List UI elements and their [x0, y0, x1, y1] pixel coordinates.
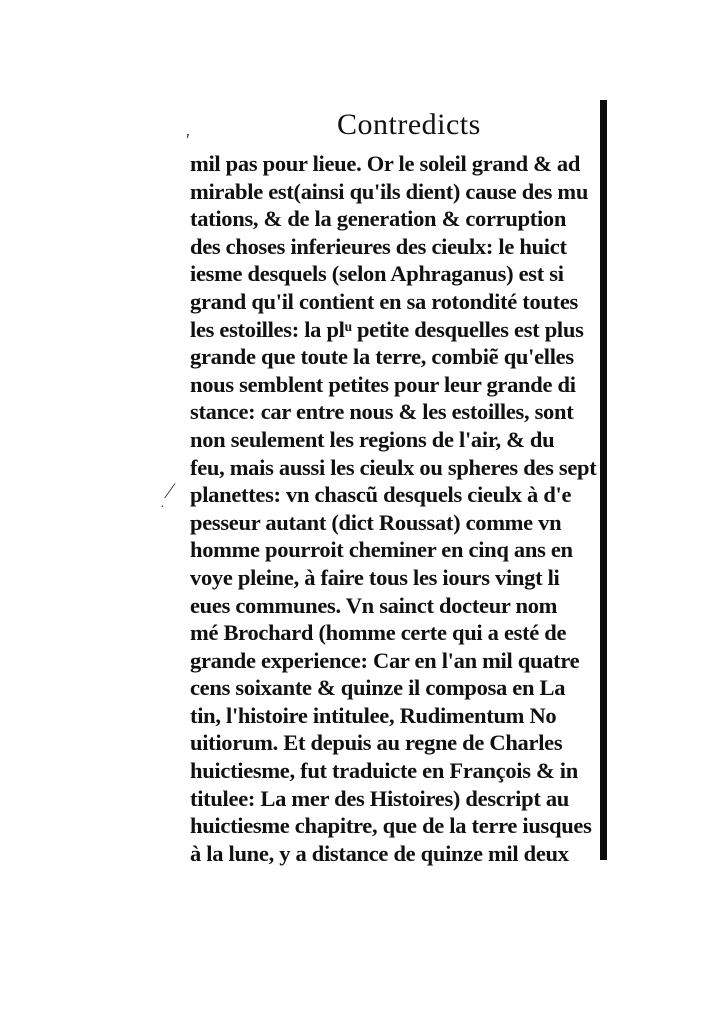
text-line: huictiesme, fut traduicte en François & in: [190, 758, 578, 784]
text-line: à la lune, y a distance de quinze mil deux: [190, 840, 569, 866]
text-line: cens soixante & quinze il composa en La: [190, 675, 566, 701]
margin-mark: ′: [186, 130, 190, 150]
text-line: mé Brochard (homme certe qui a esté de: [190, 620, 567, 646]
text-line: stance: car entre nous & les estoilles, sont: [190, 399, 574, 425]
text-line: voye pleine, à faire tous les iours vingt li: [190, 564, 560, 590]
text-line: nous semblent petites pour leur grande di: [190, 371, 576, 397]
text-line: grand qu'il contient en sa rotondité toutes: [190, 288, 578, 314]
text-line: non seulement les regions de l'air, & du: [190, 426, 555, 452]
text-line: eues communes. Vn sainct docteur nom: [190, 592, 558, 618]
text-line: grande que toute la terre, combiẽ qu'elles: [190, 344, 574, 370]
body-text: [190, 150, 600, 867]
text-line: tations, & de la generation & corruption: [190, 206, 567, 232]
text-line: grande experience: Car en l'an mil quatre: [190, 647, 580, 673]
text-line: homme pourroit cheminer en cinq ans en: [190, 537, 573, 563]
text-line: mirable est(ainsi qu'ils dient) cause des mu: [190, 178, 589, 204]
text-line: mil pas pour lieue. Or le soleil grand & ad: [190, 151, 581, 176]
text-line: planettes: vn chascũ desquels cieulx à d'e: [190, 482, 572, 508]
text-line: les estoilles: la plᵘ petite desquelles est plus: [190, 316, 584, 342]
text-line: feu, mais aussi les cieulx ou spheres des sept: [190, 454, 597, 480]
text-line: pesseur autant (dict Roussat) comme vn: [190, 509, 562, 535]
page-edge-shadow: [600, 100, 607, 860]
text-line: des choses inferieures des cieulx: le huict: [190, 233, 567, 259]
running-head: Contredicts: [337, 108, 481, 141]
margin-mark: ·: [160, 500, 165, 515]
margin-mark: ⁄: [168, 478, 172, 503]
text-line: titulee: La mer des Histoires) descript au: [190, 785, 570, 811]
text-line: iesme desquels (selon Aphraganus) est si: [190, 261, 564, 287]
text-line: tin, l'histoire intitulee, Rudimentum No: [190, 702, 557, 728]
text-line: uitiorum. Et depuis au regne de Charles: [190, 730, 563, 756]
text-line: huictiesme chapitre, que de la terre iusques: [190, 813, 592, 839]
